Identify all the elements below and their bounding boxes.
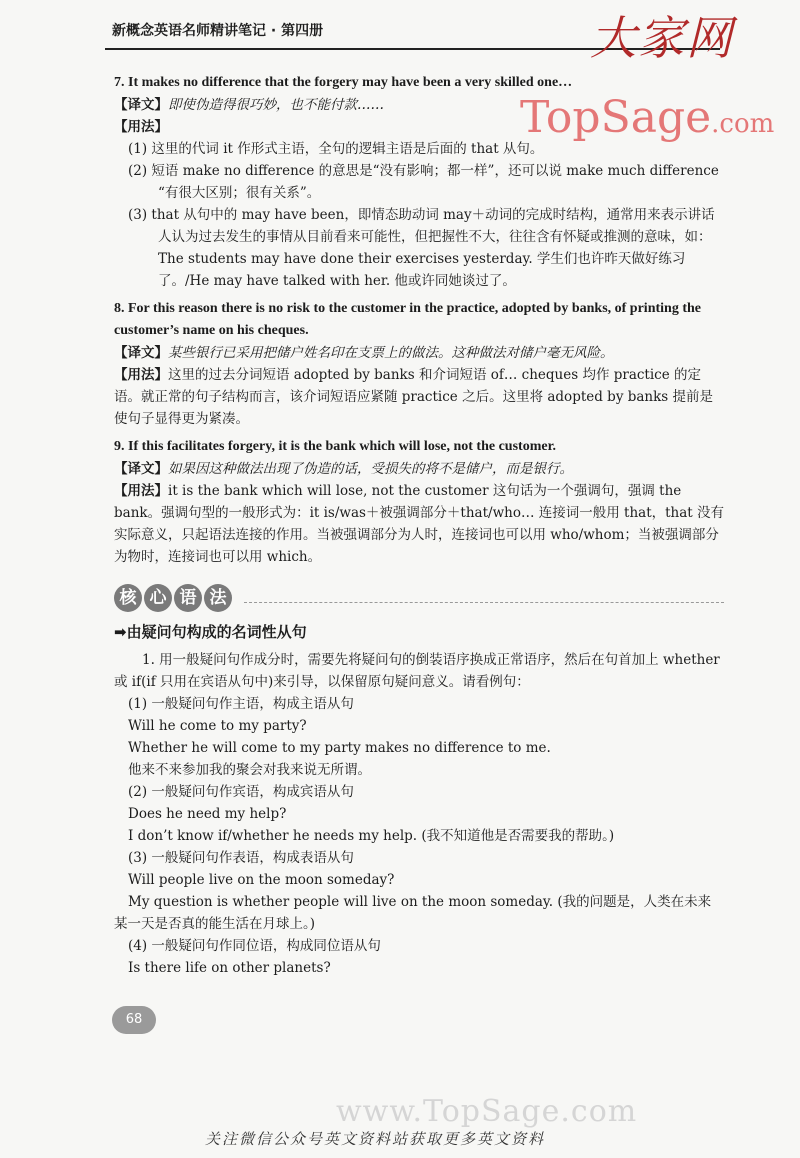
watermark-logo-en: TopSage.com [520, 92, 775, 143]
item7-translation: 【译文】即使伪造得很巧妙，也不能付款…… [114, 97, 384, 113]
grammar-line: (2) 一般疑问句作宾语，构成宾语从句 [128, 784, 354, 800]
grammar-line: Is there life on other planets? [128, 960, 331, 976]
item7-point-3: (3) that 从句中的 may have been，即情态助动词 may＋动词的完成时结构，通常用来表示讲话人认为过去发生的事情从目前看来可能性，但把握性不大，往往含有怀疑或推测的意味，如：The students may have done their exercises yesterday. 学生们也许昨天做好练习了。/He may have talked with her. 他或许同她谈过了。 [128, 207, 715, 289]
grammar-intro: 1. 用一般疑问句作成分时，需要先将疑问句的倒装语序换成正常语序，然后在句首加上 whether 或 if(if 只用在宾语从句中)来引导，以保留原句疑问意义。请看例句： [114, 652, 720, 690]
grammar-line-long: My question is whether people will live on the moon someday. (我的问题是，人类在未来某一天是否真的能生活在月球上。) [114, 894, 712, 932]
grammar-line: (4) 一般疑问句作同位语，构成同位语从句 [128, 938, 381, 954]
page-body [114, 66, 724, 979]
grammar-line: 他来不来参加我的聚会对我来说无所谓。 [128, 762, 371, 778]
section-divider [244, 602, 724, 603]
item7-question: 7. It makes no difference that the forgery may have been a very skilled one… [114, 75, 573, 90]
badge-char: 核 [114, 584, 142, 612]
item8-question: 8. For this reason there is no risk to the customer in the practice, adopted by banks, of printing the customer’s name on his cheques. [114, 301, 701, 338]
item7-usage-tag: 【用法】 [114, 119, 168, 135]
item7-point-2: (2) 短语 make no difference 的意思是“没有影响；都一样”，还可以说 make much difference “有很大区别；很有关系”。 [128, 163, 719, 201]
grammar-line: (3) 一般疑问句作表语，构成表语从句 [128, 850, 354, 866]
grammar-line: Will people live on the moon someday? [128, 872, 395, 888]
grammar-line: I don’t know if/whether he needs my help. (我不知道他是否需要我的帮助。) [128, 828, 615, 844]
badge-char: 语 [174, 584, 202, 612]
item9-question: 9. If this facilitates forgery, it is the bank which will lose, not the customer. [114, 439, 557, 454]
item8-translation: 【译文】某些银行已采用把储户姓名印在支票上的做法。这种做法对储户毫无风险。 [114, 345, 614, 361]
watermark-logo-cn: 大家网 [590, 11, 734, 65]
running-header: 新概念英语名师精讲笔记 · 第四册 [112, 23, 324, 39]
grammar-subheading: ➡由疑问句构成的名词性从句 [114, 623, 307, 641]
item8-usage: 【用法】这里的过去分词短语 adopted by banks 和介词短语 of… cheques 均作 practice 的定语。就正常的句子结构而言，该介词短语应紧随 practice 之后。这里将 adopted by banks 提前是使句子显得更为紧凑。 [114, 367, 714, 427]
page-number: 68 [112, 1006, 156, 1034]
item9-translation: 【译文】如果因这种做法出现了伪造的话，受损失的将不是储户，而是银行。 [114, 461, 573, 477]
core-grammar-badge [114, 584, 232, 612]
footer-notice: 关注微信公众号英文资料站获取更多英文资料 [205, 1130, 546, 1148]
item9-usage: 【用法】it is the bank which will lose, not the customer 这句话为一个强调句，强调 the bank。强调句型的一般形式为：it is/was＋被强调部分＋that/who… 连接词一般用 that，that 没有实际意义，只起语法连接的作用。当被强调部分为人时，连接词也可以用 who/whom；当被强调部分为物时，连接词也可以用 which。 [114, 483, 725, 565]
grammar-line: Does he need my help? [128, 806, 287, 822]
grammar-line: (1) 一般疑问句作主语，构成主语从句 [128, 696, 354, 712]
badge-char: 心 [144, 584, 172, 612]
grammar-line: Will he come to my party? [128, 718, 307, 734]
badge-char: 法 [204, 584, 232, 612]
item7-point-1: (1) 这里的代词 it 作形式主语，全句的逻辑主语是后面的 that 从句。 [128, 141, 544, 157]
grammar-line: Whether he will come to my party makes no difference to me. [128, 740, 551, 756]
watermark-url: www.TopSage.com [336, 1094, 638, 1129]
